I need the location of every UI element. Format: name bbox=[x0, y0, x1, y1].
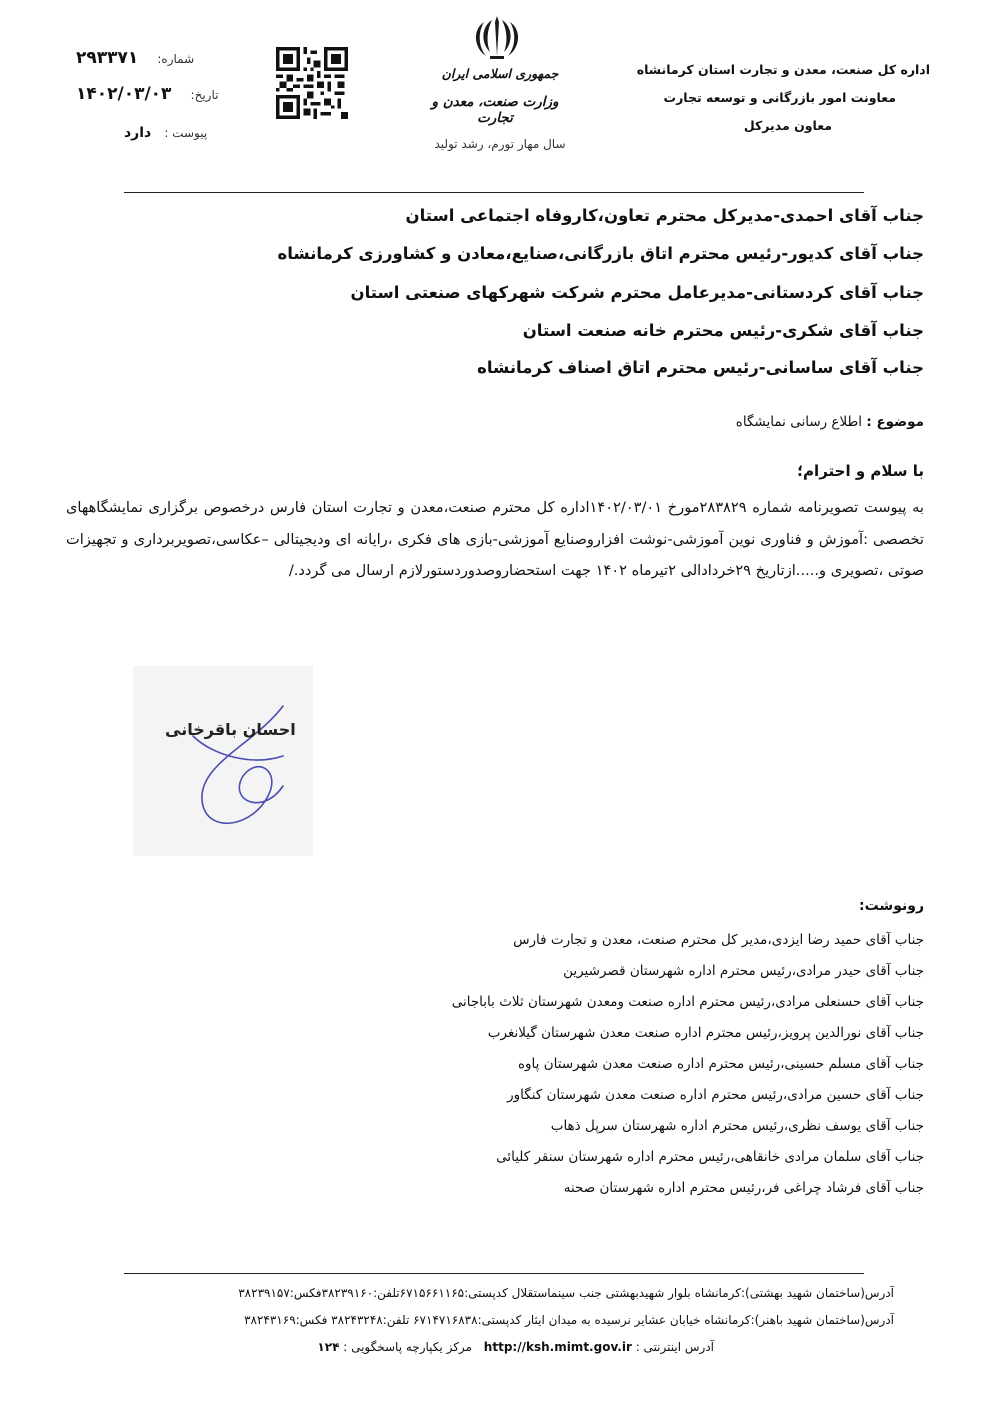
qr-code-icon bbox=[276, 47, 348, 119]
footer-address-2: آدرس(ساختمان شهید باهنر):کرمانشاه خیابان عشایر نرسیده به میدان ایثار کدپستی:۶۷۱۴۷۱۶۸۳۸ تلفن:۳۸۲۴۳۲۴۸ فکس:۳۸۲۴۳۱۶۹ bbox=[244, 1313, 894, 1327]
addressee-2: جناب آقای کدیور-رئیس محترم اتاق بازرگانی،صنایع،معادن و کشاورزی کرمانشاه bbox=[277, 244, 924, 263]
attachment-row bbox=[124, 122, 207, 141]
cc-item: جناب آقای سلمان مرادی خانقاهی،رئیس محترم اداره شهرستان سنقر کلیائی bbox=[496, 1149, 924, 1165]
addressee-5: جناب آقای ساسانی-رئیس محترم اتاق اصناف کرمانشاه bbox=[477, 358, 924, 377]
addressee-3: جناب آقای کردستانی-مدیرعامل محترم شرکت شهرکهای صنعتی استان bbox=[350, 283, 924, 302]
date-label: تاریخ: bbox=[190, 88, 219, 102]
website-link[interactable]: http://ksh.mimt.gov.ir bbox=[483, 1340, 632, 1354]
footer-divider bbox=[124, 1273, 864, 1274]
attachment-label: پیوست : bbox=[164, 126, 208, 140]
attachment-value: دارد bbox=[124, 125, 152, 141]
subject-text: اطلاع رسانی نمایشگاه bbox=[735, 414, 863, 430]
org-line-1: اداره کل صنعت، معدن و تجارت استان کرمانشاه bbox=[636, 62, 930, 77]
addressee-1: جناب آقای احمدی-مدیرکل محترم تعاون،کاروفاه اجتماعی استان bbox=[405, 206, 924, 225]
letter-number-row bbox=[76, 48, 194, 68]
response-label: مرکز یکپارچه پاسخگویی : bbox=[343, 1340, 472, 1354]
cc-item: جناب آقای مسلم حسینی،رئیس محترم اداره صنعت معدن شهرستان پاوه bbox=[517, 1056, 924, 1072]
number-value: ۲۹۳۳۷۱ bbox=[76, 48, 139, 68]
subject-line bbox=[736, 414, 924, 430]
iran-emblem-icon bbox=[470, 12, 524, 64]
letter-body: به پیوست تصویرنامه شماره ۲۸۳۸۲۹مورخ ۱۴۰۲/۰۳/۰۱اداره کل محترم صنعت،معدن و تجارت استان فارس درخصوص برگزاری نمایشگاههای تخصصی :آموزش و فناوری نوین آموزشی-نوشت افزاروصنایع آموزشی-بازی های فکری ،رایانه ای ودیجیتالی –عکاسی،تصویربرداری و تجهیزات صوتی ،تصویری و.....ازتاریخ ۲۹خردادالی ۲تیرماه ۱۴۰۲ جهت استحضاروصدوردستورلازم ارسال می گردد./ bbox=[66, 499, 924, 579]
date-value: ۱۴۰۲/۰۳/۰۳ bbox=[76, 84, 172, 104]
addressee-4: جناب آقای شکری-رئیس محترم خانه صنعت استان bbox=[522, 321, 924, 340]
greeting: با سلام و احترام؛ bbox=[797, 462, 924, 480]
web-label: آدرس اینترنتی : bbox=[635, 1340, 714, 1354]
cc-item: جناب آقای نورالدین پرویز،رئیس محترم اداره صنعت معدن شهرستان گیلانغرب bbox=[487, 1025, 924, 1041]
header-divider bbox=[124, 192, 864, 193]
number-label: شماره: bbox=[157, 52, 195, 66]
org-line-3: معاون مدیرکل bbox=[743, 118, 832, 133]
footer-contact bbox=[317, 1340, 714, 1354]
cc-item: جناب آقای حسنعلی مرادی،رئیس محترم اداره صنعت ومعدن شهرستان ثلاث باباجانی bbox=[451, 994, 924, 1010]
footer-address-1: آدرس(ساختمان شهید بهشتی):کرمانشاه بلوار شهیدبهشتی جنب سینماستقلال کدپستی:۶۷۱۵۶۶۱۱۶۵تلفن:۳۸۲۳۹۱۶۰فکس:۳۸۲۳۹۱۵۷ bbox=[238, 1286, 894, 1300]
cc-item: جناب آقای فرشاد چراغی فر،رئیس محترم اداره شهرستان صحنه bbox=[563, 1180, 924, 1196]
ministry-line-2: وزارت صنعت، معدن و تجارت bbox=[431, 94, 559, 126]
letter-date-row bbox=[76, 84, 218, 104]
org-line-2: معاونت امور بازرگانی و توسعه تجارت bbox=[663, 90, 896, 105]
signatory-name: احسان باقرخانی bbox=[165, 720, 296, 739]
cc-title: رونوشت: bbox=[859, 898, 924, 914]
signature-scribble bbox=[133, 666, 313, 856]
subject-label: موضوع : bbox=[866, 414, 924, 430]
year-slogan: سال مهار تورم، رشد تولید bbox=[434, 137, 566, 151]
ministry-line-1: جمهوری اسلامی ایران bbox=[441, 66, 559, 81]
cc-item: جناب آقای حیدر مرادی،رئیس محترم اداره شهرستان قصرشیرین bbox=[563, 963, 924, 979]
response-number: ۱۲۴ bbox=[317, 1340, 340, 1354]
cc-item: جناب آقای یوسف نظری،رئیس محترم اداره شهرستان سرپل ذهاب bbox=[550, 1118, 924, 1134]
cc-item: جناب آقای حمید رضا ایزدی،مدیر کل محترم صنعت، معدن و تجارت فارس bbox=[513, 932, 924, 948]
cc-item: جناب آقای حسین مرادی،رئیس محترم اداره صنعت معدن شهرستان کنگاور bbox=[507, 1087, 924, 1103]
